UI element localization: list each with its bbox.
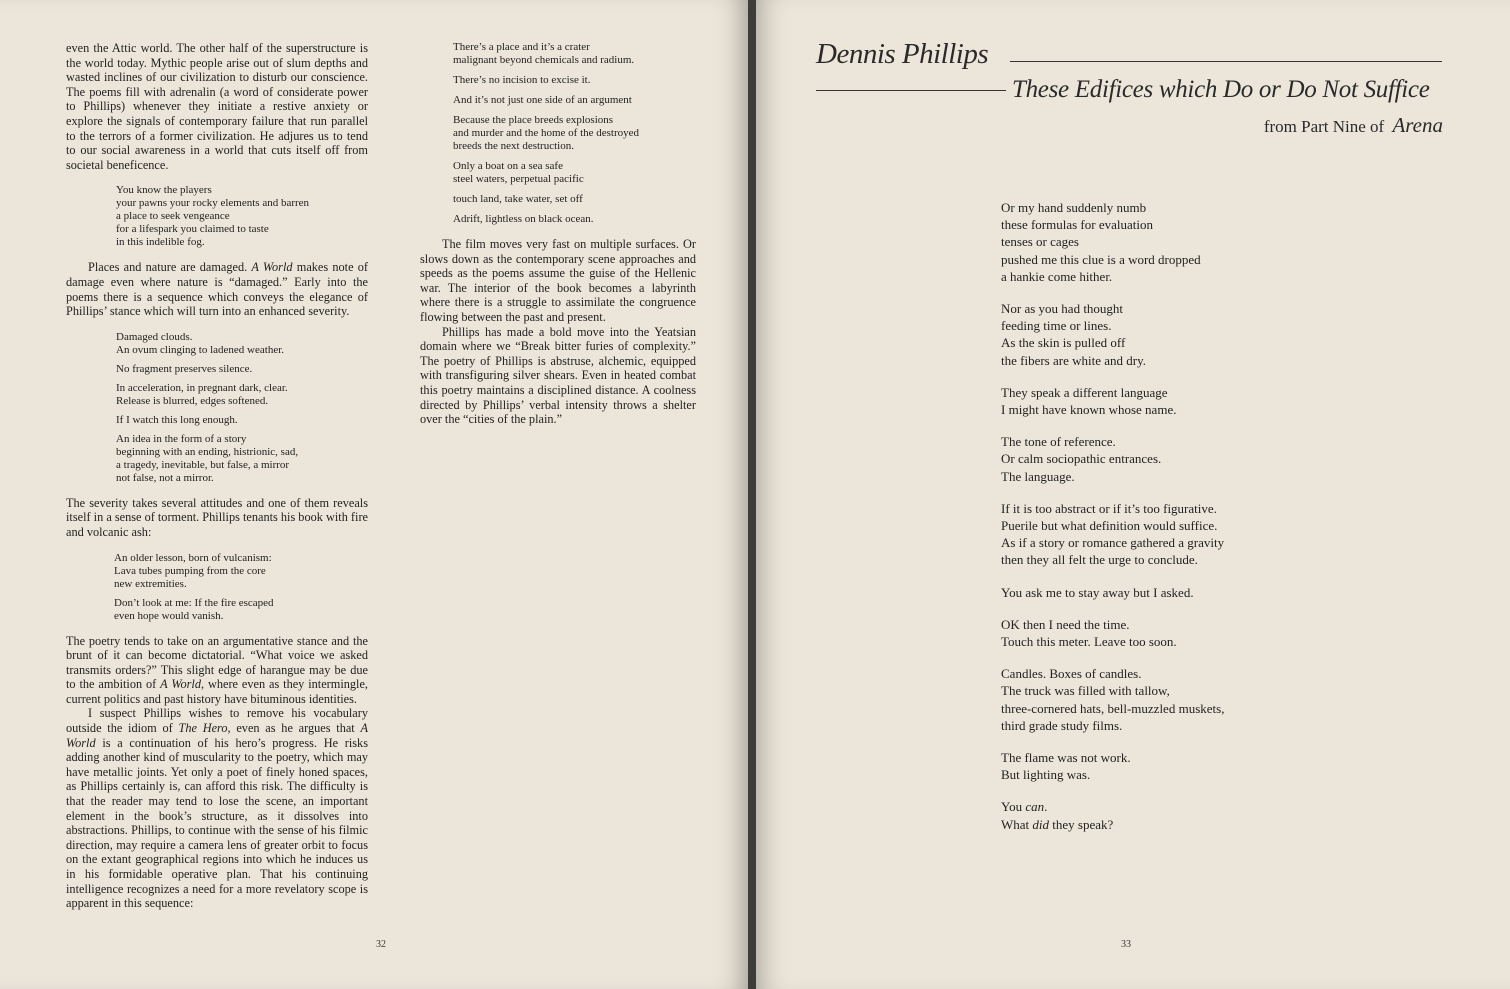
quoted-stanza (116, 414, 368, 427)
verse-line: not false, not a mirror. (116, 471, 214, 484)
paragraph: The film moves very fast on multiple surfaces. Or slows down as the contemporary scene approaches and speeds as the poems assume the guise of the Hellenic war. The interior of the book becomes a labyrinth where there is a struggle to assimilate the congruence flowing between the past and present. (420, 237, 696, 324)
verse-line: Or my hand suddenly numb (1001, 200, 1147, 215)
verse-line: three-cornered hats, bell-muzzled muskets, (1001, 700, 1225, 716)
verse-line: They speak a different language (1001, 384, 1168, 400)
verse-line: If I watch this long enough. (116, 413, 238, 426)
verse-line: Adrift, lightless on black ocean. (453, 213, 594, 225)
verse-line: a place to seek vengeance (116, 210, 230, 223)
quoted-stanza (114, 597, 368, 623)
verse-line: beginning with an ending, histrionic, sad, (116, 445, 299, 458)
verse-line: Don’t look at me: If the fire escaped (114, 596, 274, 609)
book-gutter (748, 0, 756, 989)
quoted-stanza (453, 41, 696, 67)
verse-line: In acceleration, in pregnant dark, clear. (116, 381, 288, 394)
verse-line: new extremities. (114, 577, 187, 590)
paragraph: even the Attic world. The other half of the superstructure is the world today. Mythic people arise out of slum depths and wasted inclines of our civilization to disturb our conscience. The poems fill with adrenalin (a word of considerate power to Phillips) whenever they initiate a restive anxiety or explore the signals of contemporary failure that run parallel to the terrors of a former civilization. He adjures us to tend to our social awareness in a world that cuts itself off from societal beneficence. (66, 41, 368, 172)
verse-line: feeding time or lines. (1001, 318, 1112, 334)
verse-line: As the skin is pulled off (1001, 335, 1126, 351)
quoted-stanza (453, 213, 696, 226)
verse-line: But lighting was. (1001, 767, 1091, 783)
verse-line: There’s no incision to excise it. (453, 74, 591, 86)
verse-line: The language. (1001, 468, 1075, 484)
verse-line: steel waters, perpetual pacific (453, 173, 584, 185)
poem-stanza (1001, 500, 1224, 569)
verse-line: your pawns your rocky elements and barren (116, 197, 310, 210)
verse-line: breeds the next destruction. (453, 140, 574, 152)
paragraph: I suspect Phillips wishes to remove his vocabulary outside the idiom of The Hero, even as he argues that A World is a continuation of his hero’s progress. He risks adding another kind of muscularity to the poetry, which may have metallic joints. Yet only a poet of finely honed spaces, as Phillips certainly is, can afford this risk. The difficulty is that the reader may tend to lose the scene, an important element in the book’s structure, as it dissolves into abstractions. Phillips, to continue with the sense of his filmic direction, may require a camera lens of greater orbit to focus on the extant geographical regions into which he induces us in his formidable operative plan. That his continuing intelligence recognizes a need for a more revelatory scope is apparent in this sequence: (66, 706, 368, 911)
verse-line: these formulas for evaluation (1001, 217, 1153, 233)
verse-line: Because the place breeds explosions (453, 114, 614, 126)
source-work: Arena (1392, 113, 1443, 137)
page-number: 33 (1121, 939, 1131, 950)
quoted-stanza (116, 363, 368, 376)
poem-stanza (1001, 199, 1224, 285)
poem-stanza (1001, 584, 1224, 601)
verse-line: An idea in the form of a story (116, 432, 247, 445)
verse-line: Lava tubes pumping from the core (114, 564, 266, 577)
paragraph: The poetry tends to take on an argumentative stance and the brunt of it can become dictatorial. “What voice we asked transmits orders?” This slight edge of harangue may be due to the ambition of A World, where even as they intermingle, current politics and past history have bituminous identities. (66, 633, 368, 706)
verse-line: for a lifespark you claimed to taste (116, 223, 269, 236)
verse-line: If it is too abstract or if it’s too figurative. (1001, 500, 1217, 516)
verse-line: Candles. Boxes of candles. (1001, 666, 1142, 682)
poem-stanza (1001, 665, 1224, 734)
verse-line: No fragment preserves silence. (116, 362, 253, 375)
paragraph: The severity takes several attitudes and one of them reveals itself in a sense of torment. Phillips tenants his book with fire and volcanic ash: (66, 495, 368, 539)
verse-line: a tragedy, inevitable, but false, a mirror (116, 458, 290, 471)
verse-line: in this indelible fog. (116, 236, 205, 249)
right-page (756, 0, 1510, 989)
verse-line: The tone of reference. (1001, 434, 1116, 450)
quoted-stanza (453, 193, 696, 206)
poem-line: You can. (1001, 799, 1048, 815)
poem-line: What did they speak? (1001, 816, 1114, 832)
poem-body (1001, 199, 1224, 848)
left-column-1 (66, 41, 368, 911)
poem-stanza (1001, 749, 1224, 783)
verse-line: You ask me to stay away but I asked. (1001, 584, 1194, 600)
verse-line: third grade study films. (1001, 717, 1123, 733)
verse-line: OK then I need the time. (1001, 616, 1130, 632)
title-rule-left (816, 90, 1006, 91)
verse-line: As if a story or romance gathered a gravity (1001, 535, 1225, 551)
quoted-stanza (116, 433, 368, 485)
verse-line: touch land, take water, set off (453, 193, 583, 205)
verse-line: Only a boat on a sea safe (453, 160, 563, 172)
quoted-stanza (453, 74, 696, 87)
verse-line: Puerile but what definition would suffice. (1001, 518, 1218, 534)
verse-line: The flame was not work. (1001, 750, 1131, 766)
left-column-2 (420, 41, 696, 427)
verse-line: pushed me this clue is a word dropped (1001, 251, 1201, 267)
poem-stanza (1001, 798, 1224, 832)
author-name: Dennis Phillips (816, 38, 989, 70)
quoted-stanza (116, 331, 368, 357)
verse-line: the fibers are white and dry. (1001, 352, 1146, 368)
poem-source (1264, 113, 1443, 138)
quoted-stanza (116, 382, 368, 408)
verse-line: even hope would vanish. (114, 609, 224, 622)
title-rule-top (1010, 61, 1442, 62)
quoted-stanza (116, 184, 368, 249)
quoted-stanza (453, 114, 696, 153)
source-prefix: from Part Nine of (1263, 117, 1385, 136)
quoted-stanza (114, 552, 368, 591)
paragraph: Places and nature are damaged. A World makes note of damage even where nature is “damaged.” Early into the poems there is a sequence which conveys the elegance of Phillips’ stance which will turn into an enhanced severity. (66, 260, 369, 319)
verse-line: I might have known whose name. (1001, 402, 1177, 418)
verse-line: tenses or cages (1001, 234, 1079, 250)
verse-line: Damaged clouds. (116, 330, 193, 343)
verse-line: then they all felt the urge to conclude. (1001, 552, 1198, 568)
verse-line: Nor as you had thought (1001, 301, 1124, 317)
quoted-stanza (453, 94, 696, 107)
verse-line: malignant beyond chemicals and radium. (453, 54, 635, 66)
poem-title: These Edifices which Do or Do Not Suffice (1012, 76, 1430, 103)
quoted-stanza (453, 160, 696, 186)
page-number: 32 (376, 939, 386, 950)
verse-line: Touch this meter. Leave too soon. (1001, 634, 1177, 650)
left-page (0, 0, 748, 989)
poem-stanza (1001, 433, 1224, 485)
poem-stanza (1001, 616, 1224, 650)
verse-line: An older lesson, born of vulcanism: (114, 551, 272, 564)
paragraph: Phillips has made a bold move into the Yeatsian domain where we “Break bitter furies of complexity.” The poetry of Phillips is abstruse, alchemic, equipped with transfiguring silver shears. Even in heated combat this poetry maintains a disciplined distance. A coolness directed by Phillips’ verbal intensity throws a shelter over the “cities of the plain.” (420, 324, 696, 427)
poem-stanza (1001, 384, 1224, 418)
verse-line: Or calm sociopathic entrances. (1001, 451, 1162, 467)
verse-line: And it’s not just one side of an argument (453, 94, 632, 106)
poem-stanza (1001, 300, 1224, 369)
verse-line: The truck was filled with tallow, (1001, 683, 1170, 699)
verse-line: An ovum clinging to ladened weather. (116, 343, 285, 356)
verse-line: There’s a place and it’s a crater (453, 41, 590, 53)
verse-line: and murder and the home of the destroyed (453, 127, 640, 139)
verse-line: You know the players (116, 184, 212, 197)
verse-line: Release is blurred, edges softened. (116, 394, 269, 407)
verse-line: a hankie come hither. (1001, 268, 1113, 284)
